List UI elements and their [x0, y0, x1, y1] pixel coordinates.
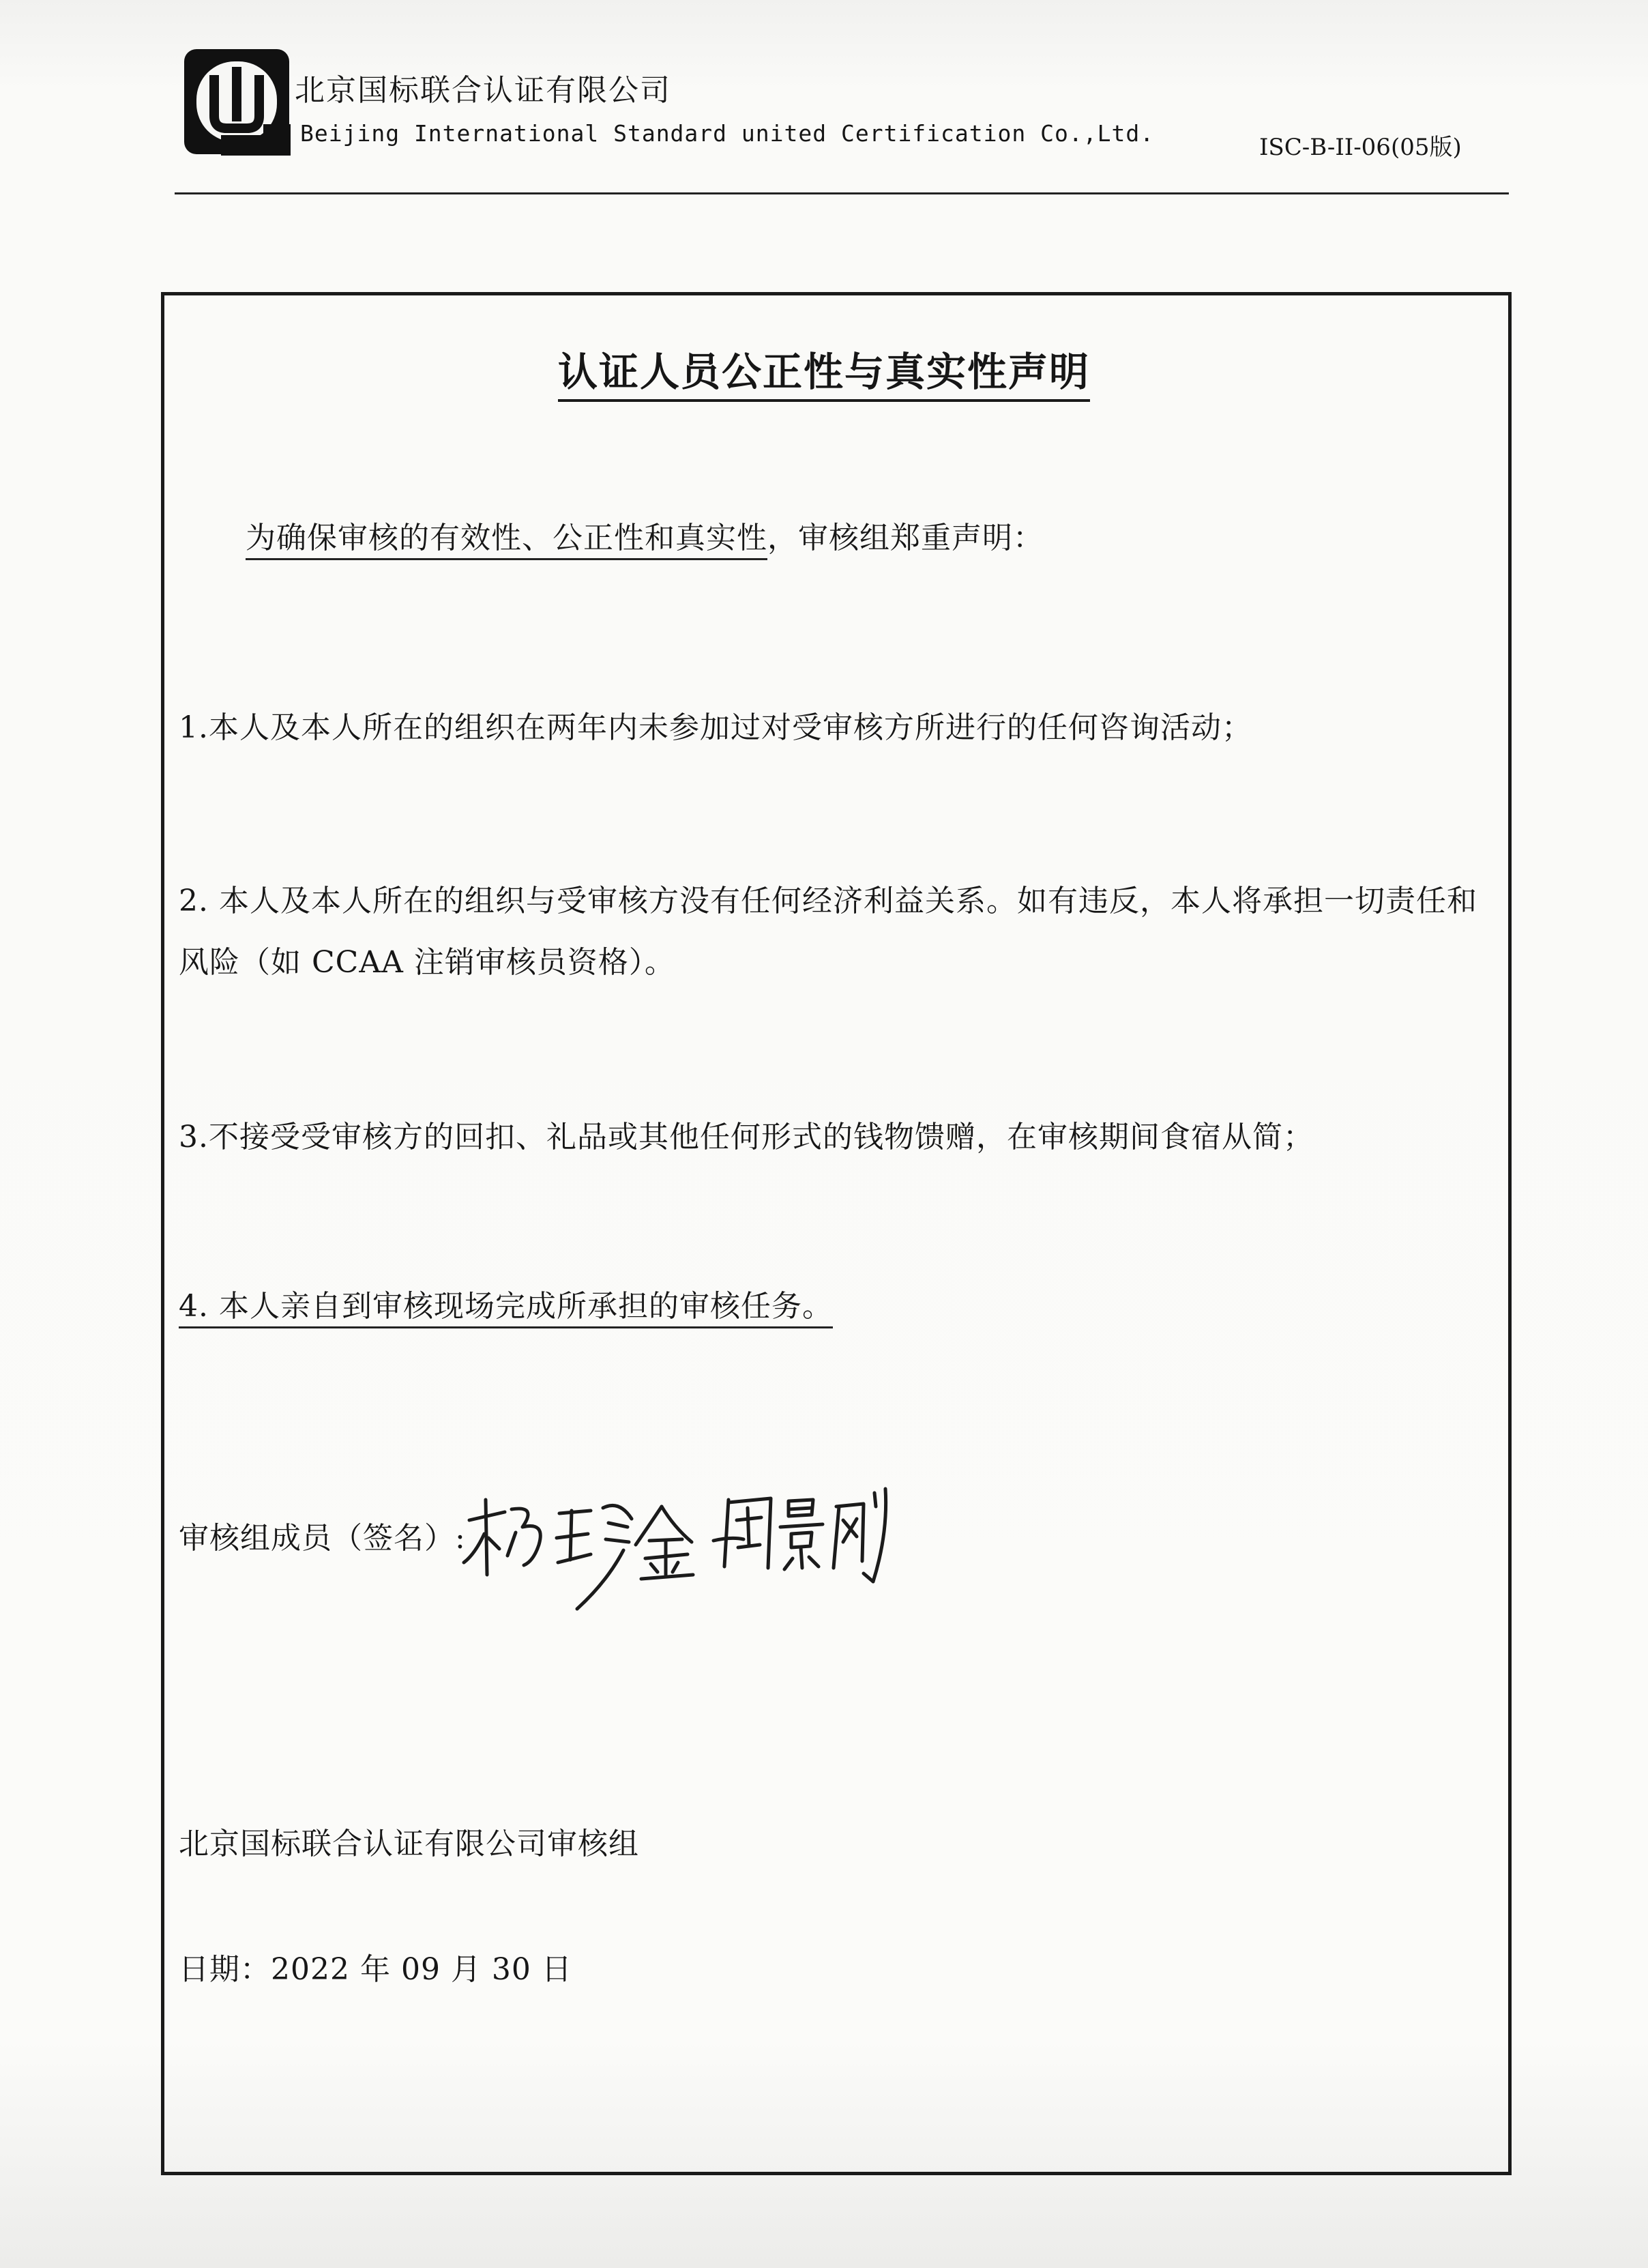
- intro-rest: ，审核组郑重声明：: [767, 521, 1044, 555]
- handwritten-signatures-icon: [457, 1479, 907, 1616]
- clause-2-line-1: 2. 本人及本人所在的组织与受审核方没有任何经济利益关系。如有违反，本人将承担一切责任和: [179, 884, 1477, 918]
- intro-underlined: 为确保审核的有效性、公正性和真实性: [246, 521, 767, 560]
- audit-team-org: 北京国标联合认证有限公司审核组: [179, 1827, 639, 1861]
- document-code: ISC-B-II-06(05版): [1259, 134, 1462, 161]
- company-logo-icon: [183, 48, 291, 156]
- date-line: 日期：2022 年 09 月 30 日: [179, 1952, 572, 1987]
- document-title-text: 认证人员公正性与真实性声明: [558, 349, 1090, 402]
- clause-4: [179, 1281, 833, 1325]
- clause-3: 3.不接受受审核方的回扣、礼品或其他任何形式的钱物馈赠，在审核期间食宿从简；: [179, 1120, 1314, 1154]
- intro-paragraph: [246, 513, 1044, 557]
- company-name-cn: 北京国标联合认证有限公司: [295, 73, 671, 108]
- document-title: [0, 340, 1648, 397]
- signature-label: 审核组成员（签名）:: [179, 1521, 466, 1556]
- header-divider: [175, 192, 1509, 194]
- clause-2-line-2: 风险（如 CCAA 注销审核员资格）。: [179, 945, 675, 980]
- company-name-en: Beijing International Standard united Certification Co.,Ltd.: [300, 120, 1155, 147]
- declaration-frame: [161, 292, 1512, 2175]
- clause-1: 1.本人及本人所在的组织在两年内未参加过对受审核方所进行的任何咨询活动；: [179, 710, 1252, 745]
- clause-4-text: 4. 本人亲自到审核现场完成所承担的审核任务。: [179, 1289, 833, 1328]
